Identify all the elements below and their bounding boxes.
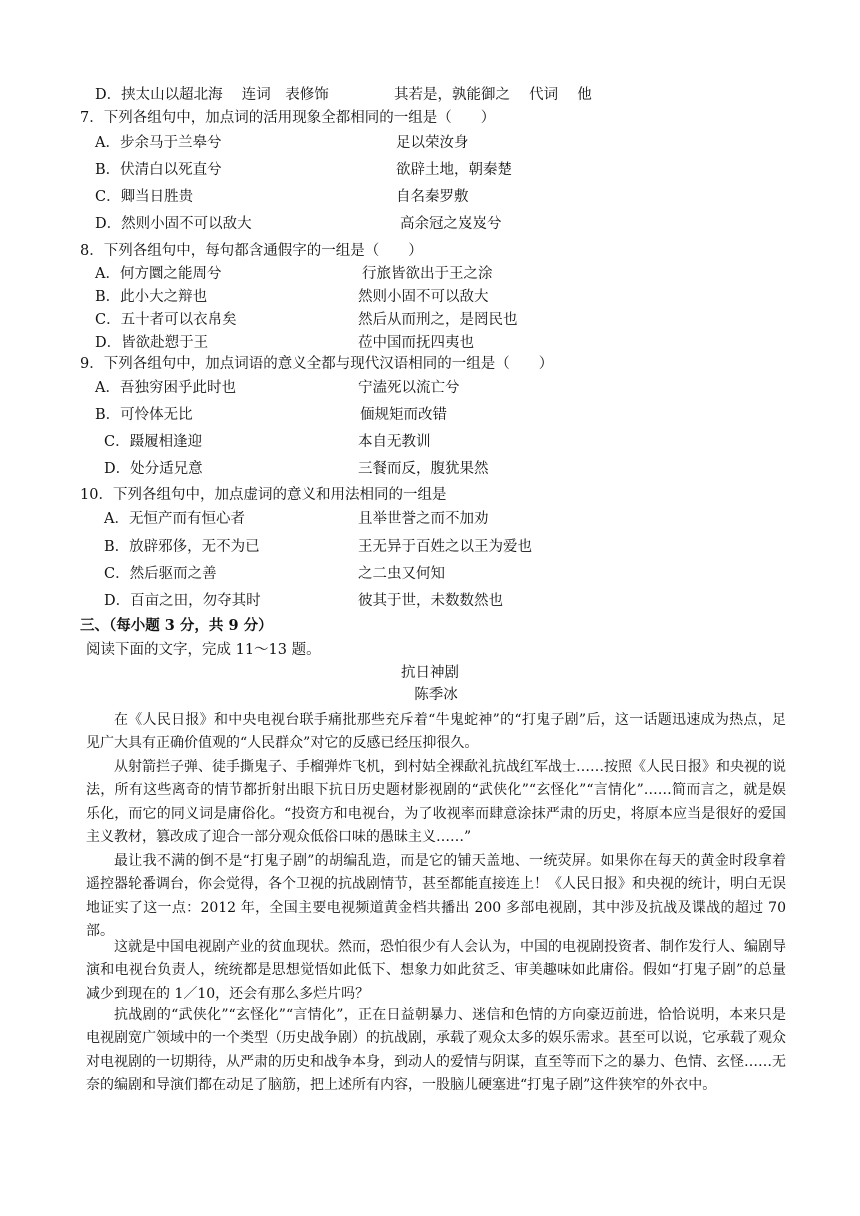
article-paragraph: 这就是中国电视剧产业的贫血现状。然而，恐怕很少有人会认为，中国的电视剧投资者、制作发行人、编剧导演和电视台负责人，统统都是思想觉悟如此低下、想象力如此贫乏、审美趣味如此庸俗。假如“打鬼子剧”的总量减少到现在的 1／10，还会有那么多烂片吗？ — [86, 939, 786, 1002]
q7-option-b-right: 欲辟土地，朝秦楚 — [396, 162, 512, 178]
q10-option-d-right: 彼其于世，未数数然也 — [358, 593, 503, 609]
q9-option-a-right: 宁溘死以流亡兮 — [358, 380, 460, 396]
q8-stem: 8．下列各组句中，每句都含通假字的一组是（ ） — [80, 243, 423, 259]
q7-option-d-right: 高余冠之岌岌兮 — [400, 216, 502, 232]
q8-option-b-left: B．此小大之辩也 — [95, 289, 208, 305]
q9-stem: 9．下列各组句中，加点词语的意义全都与现代汉语相同的一组是（ ） — [80, 356, 554, 372]
q8-option-d-right: 莅中国而抚四夷也 — [358, 335, 474, 351]
q8-option-d-left: D．皆欲赴愬于王 — [95, 335, 209, 351]
section3-instruction: 阅读下面的文字，完成 11～13 题。 — [86, 642, 321, 658]
q10-option-d-left: D．百亩之田，勿夺其时 — [104, 593, 261, 609]
q9-option-b-right: 偭规矩而改错 — [360, 407, 447, 423]
q10-option-a-right: 且举世誉之而不加劝 — [358, 511, 489, 527]
q8-option-a-left: A．何方圜之能周兮 — [95, 266, 222, 282]
article-paragraph: 最让我不满的倒不是“打鬼子剧”的胡编乱造，而是它的铺天盖地、一统荧屏。如果你在每天的黄金时段拿着遥控器轮番调台，你会觉得，各个卫视的抗战剧情节，甚至都能直接连上！《人民日报》和央视的统计，明白无误地证实了这一点：2012 年，全国主要电视频道黄金档共播出 200 多部电视剧，其中涉及抗战及谍战的超过 70 部。 — [86, 853, 786, 940]
q8-option-a-right: 行旅皆欲出于王之涂 — [362, 266, 493, 282]
q10-stem: 10．下列各组句中，加点虚词的意义和用法相同的一组是 — [80, 487, 447, 503]
q6-option-d-left: D．挟太山以超北海 连词 表修饰 — [95, 87, 329, 103]
article-paragraph: 在《人民日报》和中央电视台联手痛批那些充斥着“牛鬼蛇神”的“打鬼子剧”后，这一话题迅速成为热点，足见广大具有正确价值观的“人民群众”对它的反感已经压抑很久。 — [86, 712, 786, 752]
q10-option-b-right: 王无异于百姓之以王为爱也 — [358, 539, 532, 555]
q10-option-c-right: 之二虫又何知 — [358, 566, 445, 582]
q10-option-c-left: C．然后驱而之善 — [104, 566, 217, 582]
q9-option-a-left: A．吾独穷困乎此时也 — [95, 380, 236, 396]
q7-option-c-right: 自名秦罗敷 — [396, 189, 469, 205]
q8-option-b-right: 然则小固不可以敌大 — [358, 289, 489, 305]
section3-heading: 三、（每小题 3 分，共 9 分） — [80, 617, 273, 634]
q7-option-c-left: C．卿当日胜贵 — [95, 189, 194, 205]
q9-option-c-right: 本自无教训 — [358, 434, 431, 450]
article-title: 抗日神剧 — [401, 665, 459, 681]
q7-option-b-left: B．伏清白以死直兮 — [95, 162, 222, 178]
q9-option-c-left: C．蹑履相逢迎 — [104, 434, 203, 450]
article-author: 陈季冰 — [414, 687, 458, 703]
q9-option-d-right: 三餐而反，腹犹果然 — [358, 461, 489, 477]
q6-option-d-right: 其若是，孰能御之 代词 他 — [394, 87, 592, 103]
article-paragraph: 抗战剧的“武侠化”“玄怪化”“言情化”，正在日益朝暴力、迷信和色情的方向豪迈前进，恰恰说明，本来只是电视剧宽广领域中的一个类型（历史战争剧）的抗战剧，承载了观众太多的娱乐需求。甚至可以说，它承载了观众对电视剧的一切期待，从严肃的历史和战争本身，到动人的爱情与阴谋，直至等而下之的暴力、色情、玄怪……无奈的编剧和导演们都在动足了脑筋，把上述所有内容，一股脑儿硬塞进“打鬼子剧”这件狭窄的外衣中。 — [86, 1007, 786, 1094]
q7-option-d-left: D．然则小固不可以敌大 — [95, 216, 252, 232]
q8-option-c-right: 然后从而刑之，是罔民也 — [358, 312, 518, 328]
q7-stem: 7．下列各组句中，加点词的活用现象全都相同的一组是（ ） — [80, 110, 496, 126]
q7-option-a-left: A．步余马于兰皋兮 — [95, 135, 222, 151]
q10-option-b-left: B．放辟邪侈，无不为已 — [104, 539, 260, 555]
q7-option-a-right: 足以荣汝身 — [396, 135, 469, 151]
q9-option-d-left: D．处分适兄意 — [104, 461, 203, 477]
q9-option-b-left: B．可怜体无比 — [95, 407, 193, 423]
article-paragraph: 从射箭拦子弹、徒手撕鬼子、手榴弹炸飞机，到村姑全裸歃礼抗战红军战士……按照《人民日报》和央视的说法，所有这些离奇的情节都折射出眼下抗日历史题材影视剧的“武侠化”“玄怪化”“言情化”……简而言之，就是娱乐化，而它的同义词是庸俗化。“投资方和电视台，为了收视率而肆意涂抹严肃的历史，将原本应当是很好的爱国主义教材，篡改成了迎合一部分观众低俗口味的愚昧主义……” — [86, 759, 786, 846]
q10-option-a-left: A．无恒产而有恒心者 — [104, 511, 245, 527]
q8-option-c-left: C．五十者可以衣帛矣 — [95, 312, 237, 328]
